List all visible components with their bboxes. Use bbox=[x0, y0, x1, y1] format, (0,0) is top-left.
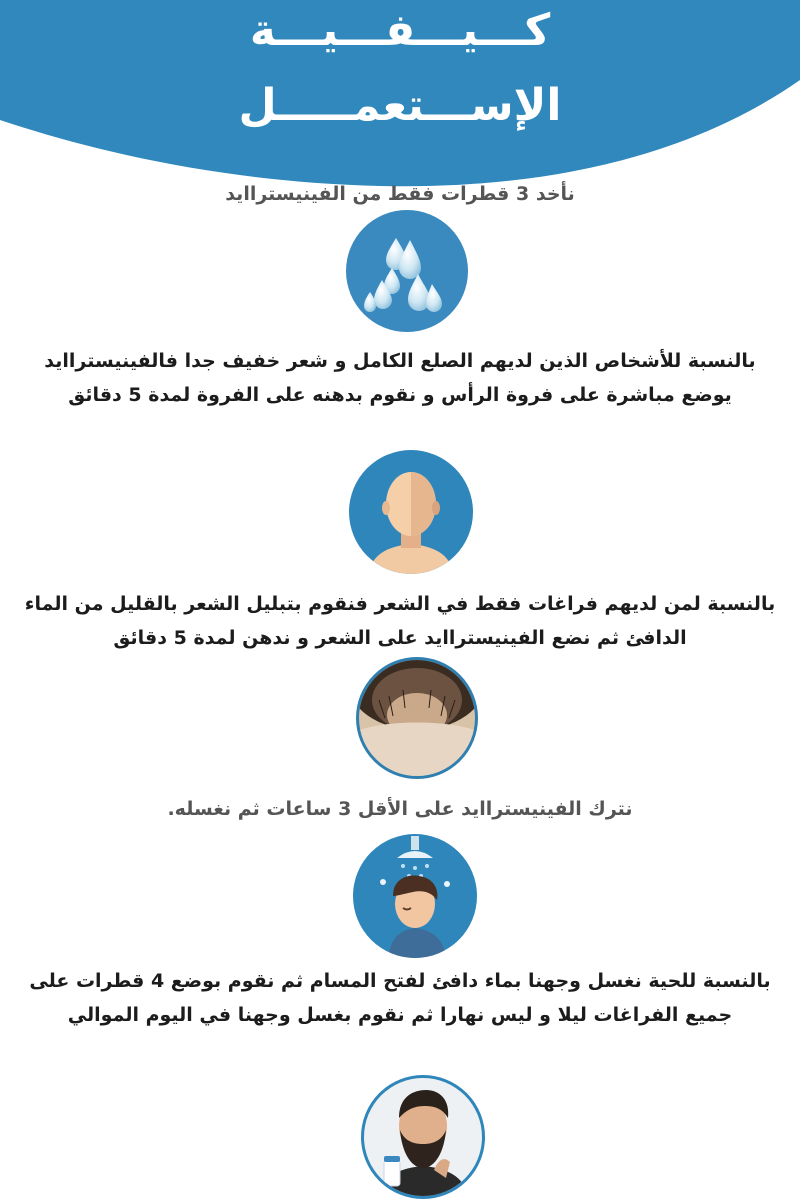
step-4-text: نترك الفينيستراايد على الأقل 3 ساعات ثم نغسله. bbox=[167, 798, 633, 820]
step-1-text: نأخد 3 قطرات فقط من الفينيستراايد bbox=[225, 183, 575, 205]
bald-head-icon bbox=[349, 450, 473, 574]
water-drops-icon bbox=[346, 210, 468, 332]
page-title-line-1: كـــيـــفـــيـــة bbox=[249, 5, 551, 56]
shower-icon bbox=[353, 834, 477, 958]
hair-scalp-photo bbox=[356, 657, 478, 779]
bearded-man-photo bbox=[361, 1075, 485, 1199]
step-3-text: بالنسبة لمن لديهم فراغات فقط في الشعر فنقوم بتبليل الشعر بالقليل من الماء الدافئ ثم نضع الفينيستراايد على الشعر و ندهن لمدة 5 دقائق bbox=[24, 593, 776, 649]
step-2-text: بالنسبة للأشخاص الذين لديهم الصلع الكامل و شعر خفيف جدا فالفينيستراايد يوضع مباشرة على فروة الرأس و نقوم بدهنه على الفروة لمدة 5 دقائق bbox=[44, 350, 756, 406]
step-5-text: بالنسبة للحية نغسل وجهنا بماء دافئ لفتح المسام ثم نقوم بوضع 4 قطرات على جميع الفراغات ليلا و ليس نهارا ثم نقوم بغسل وجهنا في اليوم الموالي bbox=[29, 970, 771, 1026]
page-title-line-2: الإســـتعمـــــل bbox=[238, 80, 562, 131]
